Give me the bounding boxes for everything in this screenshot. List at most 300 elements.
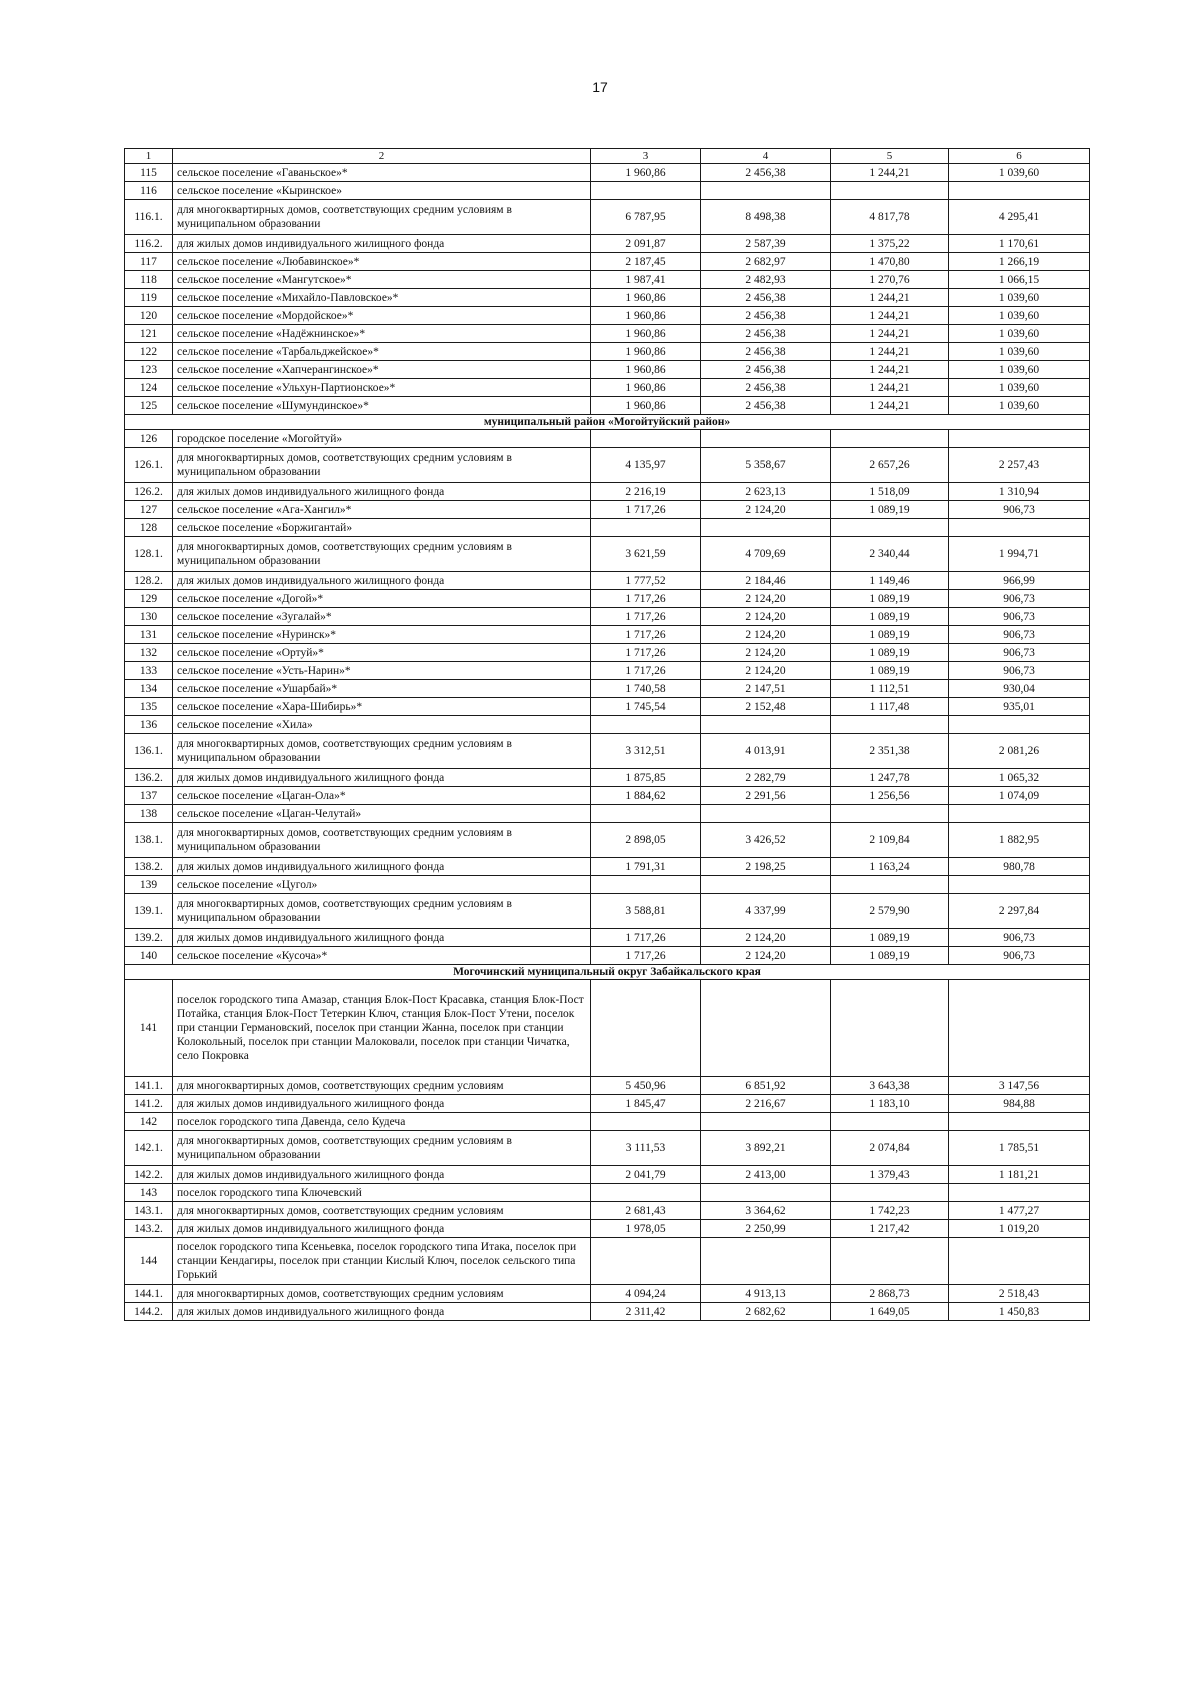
row-number: 138 [125,805,173,823]
value-col-6: 1 066,15 [949,271,1090,289]
page-number: 17 [592,79,608,95]
value-col-4: 2 482,93 [701,271,831,289]
value-col-4: 2 682,97 [701,253,831,271]
value-col-5: 2 868,73 [831,1285,949,1303]
table-row [125,164,1090,182]
header-row [125,149,1090,164]
row-number: 138.2. [125,858,173,876]
value-col-6: 1 994,71 [949,537,1090,572]
value-col-6: 906,73 [949,501,1090,519]
value-col-3: 1 717,26 [591,947,701,965]
table-row [125,858,1090,876]
value-col-6: 984,88 [949,1095,1090,1113]
value-col-3: 1 791,31 [591,858,701,876]
value-col-6: 1 039,60 [949,289,1090,307]
row-number: 143.1. [125,1202,173,1220]
row-number: 116 [125,182,173,200]
row-number: 116.2. [125,235,173,253]
value-col-4: 5 358,67 [701,448,831,483]
value-col-4: 2 124,20 [701,590,831,608]
row-number: 129 [125,590,173,608]
value-col-4: 2 456,38 [701,379,831,397]
value-col-5: 1 244,21 [831,397,949,415]
row-number: 143 [125,1184,173,1202]
value-col-6: 1 450,83 [949,1303,1090,1321]
value-col-4 [701,519,831,537]
row-name: сельское поселение «Тарбальджейское»* [173,343,591,361]
value-col-6: 1 039,60 [949,397,1090,415]
value-col-4: 2 291,56 [701,787,831,805]
value-col-4: 2 456,38 [701,397,831,415]
value-col-4 [701,430,831,448]
row-name: сельское поселение «Любавинское»* [173,253,591,271]
value-col-3: 2 898,05 [591,823,701,858]
row-number: 136 [125,716,173,734]
row-number: 126.1. [125,448,173,483]
row-name: для многоквартирных домов, соответствующих средним условиям [173,1285,591,1303]
district-header-row [125,415,1090,430]
row-name: сельское поселение «Хила» [173,716,591,734]
row-number: 127 [125,501,173,519]
value-col-4 [701,876,831,894]
row-name: поселок городского типа Давенда, село Кудеча [173,1113,591,1131]
value-col-5: 1 742,23 [831,1202,949,1220]
value-col-4: 2 250,99 [701,1220,831,1238]
table-row [125,716,1090,734]
value-col-5: 1 247,78 [831,769,949,787]
value-col-3: 2 187,45 [591,253,701,271]
row-name: сельское поселение «Цаган-Челутай» [173,805,591,823]
row-name: сельское поселение «Ортуй»* [173,644,591,662]
value-col-5: 1 149,46 [831,572,949,590]
value-col-6: 980,78 [949,858,1090,876]
table-row [125,769,1090,787]
row-name: сельское поселение «Мангутское»* [173,271,591,289]
value-col-3: 6 787,95 [591,200,701,235]
value-col-6: 1 039,60 [949,361,1090,379]
value-col-5: 1 244,21 [831,307,949,325]
value-col-6: 1 039,60 [949,343,1090,361]
table-row [125,894,1090,929]
table-row [125,343,1090,361]
value-col-5 [831,716,949,734]
value-col-6: 906,73 [949,644,1090,662]
value-col-4: 3 364,62 [701,1202,831,1220]
value-col-6: 906,73 [949,947,1090,965]
row-name: сельское поселение «Боржигантай» [173,519,591,537]
value-col-5: 2 109,84 [831,823,949,858]
value-col-5 [831,805,949,823]
value-col-4: 2 147,51 [701,680,831,698]
table-row [125,1303,1090,1321]
row-number: 137 [125,787,173,805]
row-number: 139 [125,876,173,894]
value-col-4: 2 682,62 [701,1303,831,1321]
value-col-4: 4 709,69 [701,537,831,572]
value-col-6: 906,73 [949,929,1090,947]
row-name: сельское поселение «Шумундинское»* [173,397,591,415]
district-title: Могочинский муниципальный округ Забайкальского края [125,965,1090,980]
table-row [125,787,1090,805]
value-col-5: 1 244,21 [831,289,949,307]
value-col-4: 2 413,00 [701,1166,831,1184]
value-col-6: 4 295,41 [949,200,1090,235]
value-col-4: 2 124,20 [701,947,831,965]
row-number: 136.2. [125,769,173,787]
table-row [125,608,1090,626]
value-col-4: 3 892,21 [701,1131,831,1166]
row-name: для жилых домов индивидуального жилищного фонда [173,929,591,947]
value-col-3: 3 111,53 [591,1131,701,1166]
row-name: поселок городского типа Амазар, станция Блок-Пост Красавка, станция Блок-Пост Потайка, станция Блок-Пост Тетеркин Ключ, станция Блок-Пост Утени, поселок при станции Германовский, поселок при станции Жанна, поселок при станции Колокольный, поселок при станции Малоковали, поселок при станции Чичатка, село Покровка [173,980,591,1077]
value-col-3: 1 960,86 [591,379,701,397]
table-row [125,519,1090,537]
value-col-5 [831,430,949,448]
value-col-6: 1 065,32 [949,769,1090,787]
value-col-5: 1 163,24 [831,858,949,876]
table-row [125,361,1090,379]
value-col-5: 1 256,56 [831,787,949,805]
table-row [125,680,1090,698]
value-col-6: 906,73 [949,662,1090,680]
row-number: 128.2. [125,572,173,590]
table-row [125,1166,1090,1184]
value-col-3: 1 978,05 [591,1220,701,1238]
value-col-3: 2 311,42 [591,1303,701,1321]
value-col-6: 1 266,19 [949,253,1090,271]
row-name: для жилых домов индивидуального жилищного фонда [173,769,591,787]
value-col-5: 2 351,38 [831,734,949,769]
value-col-3: 1 960,86 [591,307,701,325]
value-col-3 [591,430,701,448]
value-col-6 [949,519,1090,537]
row-number: 141.2. [125,1095,173,1113]
value-col-6 [949,182,1090,200]
value-col-3: 1 884,62 [591,787,701,805]
table-row [125,430,1090,448]
row-name: сельское поселение «Ага-Хангил»* [173,501,591,519]
row-name: для многоквартирных домов, соответствующих средним условиям в муниципальном образовании [173,894,591,929]
value-col-3: 5 450,96 [591,1077,701,1095]
value-col-6: 930,04 [949,680,1090,698]
value-col-4: 2 456,38 [701,325,831,343]
value-col-6 [949,716,1090,734]
value-col-3: 4 094,24 [591,1285,701,1303]
value-col-5: 1 244,21 [831,343,949,361]
value-col-3 [591,805,701,823]
value-col-6: 1 039,60 [949,307,1090,325]
value-col-5: 1 089,19 [831,626,949,644]
value-col-4 [701,716,831,734]
value-col-3: 1 875,85 [591,769,701,787]
value-col-5: 1 649,05 [831,1303,949,1321]
value-col-3 [591,1238,701,1285]
value-col-5 [831,519,949,537]
table-row [125,537,1090,572]
table-row [125,1238,1090,1285]
row-name: для многоквартирных домов, соответствующих средним условиям в муниципальном образовании [173,537,591,572]
row-name: сельское поселение «Цаган-Ола»* [173,787,591,805]
value-col-4: 2 456,38 [701,289,831,307]
value-col-3: 1 845,47 [591,1095,701,1113]
row-name: сельское поселение «Зугалай»* [173,608,591,626]
value-col-5: 2 657,26 [831,448,949,483]
value-col-3: 1 987,41 [591,271,701,289]
value-col-6: 1 181,21 [949,1166,1090,1184]
value-col-5: 1 089,19 [831,644,949,662]
value-col-3: 1 960,86 [591,289,701,307]
row-number: 132 [125,644,173,662]
value-col-3: 1 960,86 [591,325,701,343]
value-col-3: 1 960,86 [591,361,701,379]
column-header-4: 4 [701,149,831,164]
table-row [125,698,1090,716]
row-number: 144.1. [125,1285,173,1303]
table-row [125,1077,1090,1095]
row-number: 116.1. [125,200,173,235]
table-row [125,200,1090,235]
value-col-4: 2 152,48 [701,698,831,716]
value-col-5 [831,1238,949,1285]
value-col-3 [591,980,701,1077]
value-col-6: 1 785,51 [949,1131,1090,1166]
value-col-3: 1 717,26 [591,644,701,662]
value-col-3: 1 960,86 [591,164,701,182]
value-col-6: 2 081,26 [949,734,1090,769]
value-col-3: 2 041,79 [591,1166,701,1184]
value-col-3: 1 745,54 [591,698,701,716]
row-number: 119 [125,289,173,307]
value-col-3: 1 717,26 [591,929,701,947]
value-col-5: 1 089,19 [831,929,949,947]
value-col-3 [591,1113,701,1131]
table-row [125,235,1090,253]
table-row [125,325,1090,343]
value-col-3 [591,519,701,537]
value-col-6 [949,876,1090,894]
column-header-5: 5 [831,149,949,164]
table-row [125,1113,1090,1131]
value-col-5: 1 270,76 [831,271,949,289]
row-number: 134 [125,680,173,698]
value-col-4: 4 913,13 [701,1285,831,1303]
value-col-5: 1 244,21 [831,325,949,343]
value-col-4: 4 013,91 [701,734,831,769]
value-col-5: 1 375,22 [831,235,949,253]
row-name: для многоквартирных домов, соответствующих средним условиям в муниципальном образовании [173,823,591,858]
value-col-6: 1 074,09 [949,787,1090,805]
table-row [125,1131,1090,1166]
row-number: 143.2. [125,1220,173,1238]
value-col-4: 2 587,39 [701,235,831,253]
row-name: сельское поселение «Ульхун-Партионское»* [173,379,591,397]
row-number: 118 [125,271,173,289]
value-col-4: 2 216,67 [701,1095,831,1113]
table-row [125,980,1090,1077]
value-col-5: 1 470,80 [831,253,949,271]
row-name: городское поселение «Могойтуй» [173,430,591,448]
value-col-6: 3 147,56 [949,1077,1090,1095]
value-col-5: 4 817,78 [831,200,949,235]
value-col-4 [701,980,831,1077]
row-name: сельское поселение «Надёжнинское»* [173,325,591,343]
table-row [125,1184,1090,1202]
value-col-5 [831,182,949,200]
table-row [125,947,1090,965]
value-col-4: 4 337,99 [701,894,831,929]
value-col-5 [831,1113,949,1131]
value-col-6: 906,73 [949,626,1090,644]
value-col-5: 1 089,19 [831,947,949,965]
table-row [125,483,1090,501]
tariff-table [124,148,1090,1321]
value-col-6: 1 882,95 [949,823,1090,858]
table-row [125,397,1090,415]
value-col-4: 2 198,25 [701,858,831,876]
table-row [125,1095,1090,1113]
row-name: для многоквартирных домов, соответствующих средним условиям [173,1202,591,1220]
row-name: для жилых домов индивидуального жилищного фонда [173,1095,591,1113]
table-row [125,1285,1090,1303]
row-name: для многоквартирных домов, соответствующих средним условиям в муниципальном образовании [173,200,591,235]
value-col-3: 1 960,86 [591,343,701,361]
row-name: поселок городского типа Ключевский [173,1184,591,1202]
row-name: сельское поселение «Цугол» [173,876,591,894]
value-col-5: 1 244,21 [831,361,949,379]
value-col-4: 2 124,20 [701,608,831,626]
value-col-5: 1 244,21 [831,379,949,397]
value-col-3: 2 681,43 [591,1202,701,1220]
value-col-5: 3 643,38 [831,1077,949,1095]
row-number: 141.1. [125,1077,173,1095]
row-name: сельское поселение «Усть-Нарин»* [173,662,591,680]
row-number: 128.1. [125,537,173,572]
value-col-3: 3 312,51 [591,734,701,769]
row-name: для многоквартирных домов, соответствующих средним условиям в муниципальном образовании [173,1131,591,1166]
value-col-6: 2 518,43 [949,1285,1090,1303]
table-row [125,271,1090,289]
row-number: 135 [125,698,173,716]
value-col-5: 1 089,19 [831,608,949,626]
value-col-4: 3 426,52 [701,823,831,858]
table-row [125,253,1090,271]
value-col-5: 1 183,10 [831,1095,949,1113]
column-header-1: 1 [125,149,173,164]
value-col-6 [949,1238,1090,1285]
row-name: поселок городского типа Ксеньевка, поселок городского типа Итака, поселок при станции Кендагиры, поселок при станции Кислый Ключ, поселок сельского типа Горький [173,1238,591,1285]
value-col-6 [949,430,1090,448]
value-col-3 [591,716,701,734]
row-number: 126 [125,430,173,448]
table-row [125,876,1090,894]
value-col-6: 966,99 [949,572,1090,590]
value-col-6: 935,01 [949,698,1090,716]
row-number: 142.1. [125,1131,173,1166]
row-number: 126.2. [125,483,173,501]
row-number: 130 [125,608,173,626]
table-row [125,662,1090,680]
row-number: 124 [125,379,173,397]
row-number: 144 [125,1238,173,1285]
value-col-3: 3 588,81 [591,894,701,929]
value-col-5 [831,980,949,1077]
value-col-4: 2 184,46 [701,572,831,590]
table-row [125,379,1090,397]
table-row [125,590,1090,608]
table-row [125,1202,1090,1220]
row-number: 144.2. [125,1303,173,1321]
row-name: для жилых домов индивидуального жилищного фонда [173,572,591,590]
row-number: 136.1. [125,734,173,769]
row-name: сельское поселение «Хара-Шибирь»* [173,698,591,716]
value-col-4: 8 498,38 [701,200,831,235]
value-col-6: 1 477,27 [949,1202,1090,1220]
value-col-6 [949,805,1090,823]
row-number: 131 [125,626,173,644]
row-number: 125 [125,397,173,415]
row-name: для многоквартирных домов, соответствующих средним условиям [173,1077,591,1095]
row-name: сельское поселение «Михайло-Павловское»* [173,289,591,307]
value-col-6: 1 039,60 [949,325,1090,343]
value-col-4: 2 456,38 [701,164,831,182]
row-name: сельское поселение «Хапчерангинское»* [173,361,591,379]
row-name: для жилых домов индивидуального жилищного фонда [173,1166,591,1184]
value-col-5: 2 340,44 [831,537,949,572]
row-number: 139.1. [125,894,173,929]
value-col-5: 1 089,19 [831,662,949,680]
row-number: 122 [125,343,173,361]
column-header-3: 3 [591,149,701,164]
row-number: 121 [125,325,173,343]
value-col-5 [831,876,949,894]
row-number: 120 [125,307,173,325]
value-col-4 [701,182,831,200]
value-col-3: 4 135,97 [591,448,701,483]
value-col-4: 2 623,13 [701,483,831,501]
value-col-4: 2 124,20 [701,929,831,947]
value-col-4 [701,1238,831,1285]
table-row [125,289,1090,307]
row-number: 117 [125,253,173,271]
value-col-3: 1 717,26 [591,501,701,519]
value-col-6: 1 310,94 [949,483,1090,501]
value-col-3: 1 777,52 [591,572,701,590]
value-col-3: 1 717,26 [591,626,701,644]
row-name: сельское поселение «Догой»* [173,590,591,608]
value-col-5: 2 074,84 [831,1131,949,1166]
value-col-4: 2 124,20 [701,662,831,680]
table-row [125,307,1090,325]
value-col-5: 1 217,42 [831,1220,949,1238]
value-col-5: 1 244,21 [831,164,949,182]
row-number: 138.1. [125,823,173,858]
value-col-3: 1 960,86 [591,397,701,415]
value-col-6: 2 297,84 [949,894,1090,929]
table-row [125,626,1090,644]
table-row [125,572,1090,590]
value-col-3: 1 717,26 [591,608,701,626]
value-col-4: 2 456,38 [701,307,831,325]
row-name: для многоквартирных домов, соответствующих средним условиям в муниципальном образовании [173,734,591,769]
value-col-4 [701,805,831,823]
row-name: сельское поселение «Нуринск»* [173,626,591,644]
value-col-6: 2 257,43 [949,448,1090,483]
value-col-4: 2 282,79 [701,769,831,787]
table-row [125,448,1090,483]
row-number: 115 [125,164,173,182]
row-number: 141 [125,980,173,1077]
row-number: 139.2. [125,929,173,947]
